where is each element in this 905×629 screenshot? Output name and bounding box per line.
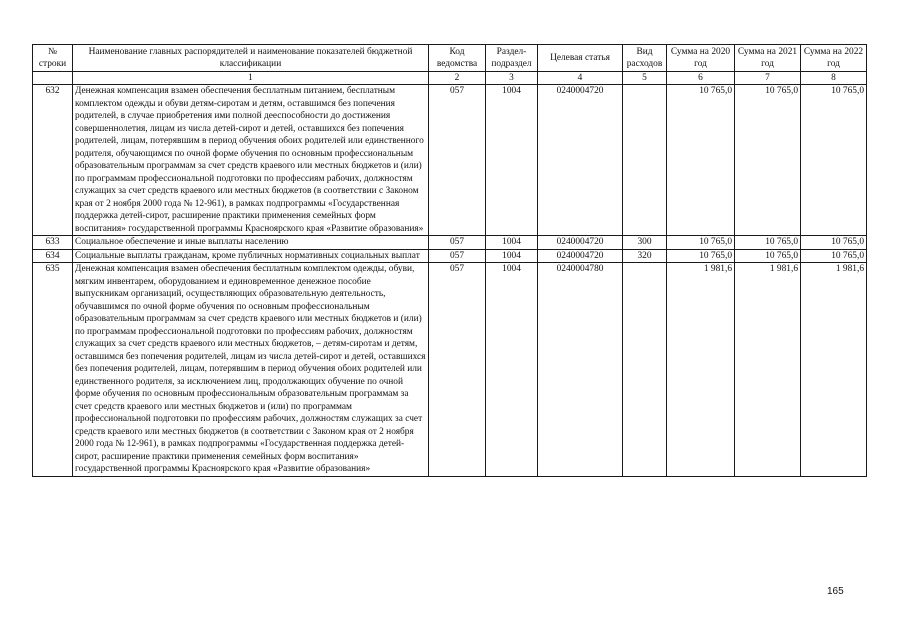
header-target-article: Целевая статья [538, 45, 623, 72]
header-row-number: № строки [33, 45, 73, 72]
page-number: 165 [827, 586, 844, 597]
sum-2021: 10 765,0 [735, 236, 801, 250]
sum-2022: 10 765,0 [801, 249, 867, 263]
sum-2022: 10 765,0 [801, 236, 867, 250]
column-number: 1 [73, 72, 429, 85]
department-code: 057 [429, 236, 486, 250]
header-sum-2021: Сумма на 2021 год [735, 45, 801, 72]
sum-2020: 10 765,0 [667, 236, 735, 250]
column-number: 3 [486, 72, 538, 85]
header-sum-2020: Сумма на 2020 год [667, 45, 735, 72]
header-row [33, 45, 867, 72]
department-code: 057 [429, 263, 486, 477]
row-name: Социальные выплаты гражданам, кроме публичных нормативных социальных выплат [73, 249, 429, 263]
row-number: 634 [33, 249, 73, 263]
row-number: 632 [33, 85, 73, 236]
column-number [33, 72, 73, 85]
header-section: Раздел-подраздел [486, 45, 538, 72]
sum-2020: 10 765,0 [667, 249, 735, 263]
expense-type [623, 85, 667, 236]
column-number: 2 [429, 72, 486, 85]
table-row [33, 263, 867, 477]
column-number: 4 [538, 72, 623, 85]
department-code: 057 [429, 249, 486, 263]
target-article: 0240004780 [538, 263, 623, 477]
expense-type: 300 [623, 236, 667, 250]
header-sum-2022: Сумма на 2022 год [801, 45, 867, 72]
sum-2020: 1 981,6 [667, 263, 735, 477]
row-number: 633 [33, 236, 73, 250]
sum-2020: 10 765,0 [667, 85, 735, 236]
section-code: 1004 [486, 85, 538, 236]
sum-2021: 10 765,0 [735, 85, 801, 236]
sum-2021: 10 765,0 [735, 249, 801, 263]
expense-type [623, 263, 667, 477]
column-number: 6 [667, 72, 735, 85]
row-number: 635 [33, 263, 73, 477]
header-name: Наименование главных распорядителей и наименование показателей бюджетной классификации [73, 45, 429, 72]
header-expense-type: Вид расходов [623, 45, 667, 72]
expense-type: 320 [623, 249, 667, 263]
sum-2021: 1 981,6 [735, 263, 801, 477]
column-number-row [33, 72, 867, 85]
column-number: 5 [623, 72, 667, 85]
column-number: 8 [801, 72, 867, 85]
department-code: 057 [429, 85, 486, 236]
header-department-code: Код ведомства [429, 45, 486, 72]
sum-2022: 1 981,6 [801, 263, 867, 477]
target-article: 0240004720 [538, 249, 623, 263]
row-name: Денежная компенсация взамен обеспечения бесплатным комплектом одежды, обуви, мягким инвентарем, оборудованием и единовременное денежное пособие выпускникам организаций, осуществляющих образовательную деятельность, обучавшимся по очной форме обучения по основным профессиональным образовательным программам за счет средств краевого или местных бюджетов и (или) по программам профессиональной подготовки по профессиям рабочих, должностям служащих за счет средств краевого или местных бюджетов, – детям-сиротам и детям, оставшимся без попечения родителей, лицам из числа детей-сирот и детей, оставшихся без попечения родителей, лицам, потерявшим в период обучения обоих родителей или единственного родителя, за исключением лиц, продолжающих обучение по очной форме обучения по основным профессиональным образовательным программам за счет средств краевого или местных бюджетов и (или) по программам профессиональной подготовки по профессиям рабочих, должностям служащих за счет средств краевого или местных бюджетов (в соответствии с Законом края от 2 ноября 2000 года № 12-961), в рамках подпрограммы «Государственная поддержка детей-сирот, расширение практики применения семейных форм воспитания» государственной программы Красноярского края «Развитие образования» [73, 263, 429, 477]
table-row [33, 236, 867, 250]
column-number: 7 [735, 72, 801, 85]
section-code: 1004 [486, 249, 538, 263]
budget-table [32, 44, 867, 477]
target-article: 0240004720 [538, 236, 623, 250]
sum-2022: 10 765,0 [801, 85, 867, 236]
table-row [33, 85, 867, 236]
table-row [33, 249, 867, 263]
section-code: 1004 [486, 236, 538, 250]
row-name: Социальное обеспечение и иные выплаты населению [73, 236, 429, 250]
row-name: Денежная компенсация взамен обеспечения бесплатным питанием, бесплатным комплектом одежды и обуви детям-сиротам и детям, оставшимся без попечения родителей, в случае приобретения ими полной дееспособности до достижения совершеннолетия, лицам из числа детей-сирот и детей, оставшихся без попечения родителей, лицам, потерявшим в период обучения обоих родителей или единственного родителя, обучающимся по очной форме обучения по основным профессиональным образовательным программам за счет средств краевого или местных бюджетов и (или) по программам профессиональной подготовки по профессиям рабочих, должностям служащих за счет средств краевого или местных бюджетов (в соответствии с Законом края от 2 ноября 2000 года № 12-961), в рамках подпрограммы «Государственная поддержка детей-сирот, расширение практики применения семейных форм воспитания» государственной программы Красноярского края «Развитие образования» [73, 85, 429, 236]
section-code: 1004 [486, 263, 538, 477]
target-article: 0240004720 [538, 85, 623, 236]
